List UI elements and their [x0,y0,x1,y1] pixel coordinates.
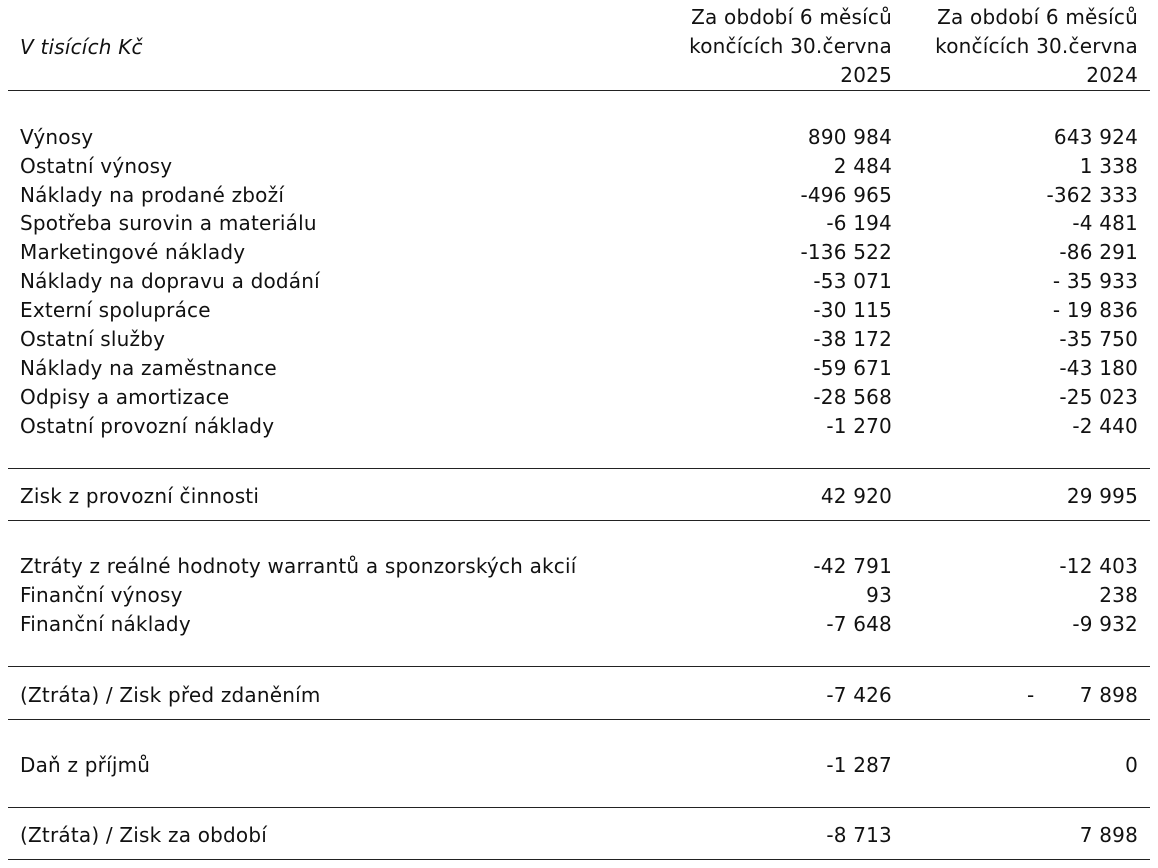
value-2025: -7 648 [826,612,892,636]
divider [8,90,1150,91]
value-2025: -59 671 [813,356,892,380]
value-2024: 238 [1099,583,1138,607]
row-label: Ostatní provozní náklady [20,414,275,438]
value-2024: 7 898 [1079,683,1138,707]
divider [8,468,1150,469]
column-header-line: Za období 6 měsíců [937,5,1138,29]
row-label: Náklady na dopravu a dodání [20,269,320,293]
value-2024: - 19 836 [1052,298,1138,322]
value-2024: -2 440 [1072,414,1138,438]
value-2024: -86 291 [1059,240,1138,264]
column-header-2025 [689,3,892,90]
row-label: Odpisy a amortizace [20,385,230,409]
value-2025: -7 426 [826,683,892,707]
table-row [0,412,1158,441]
table-row [0,552,1158,581]
column-header-year: 2024 [1086,63,1138,87]
value-2025: -53 071 [813,269,892,293]
table-row [0,123,1158,152]
value-2024: -12 403 [1059,554,1138,578]
table-row [0,181,1158,210]
row-label: Daň z příjmů [20,753,151,777]
value-2024: 0 [1125,753,1138,777]
value-2025: -30 115 [813,298,892,322]
row-label: (Ztráta) / Zisk před zdaněním [20,683,321,707]
table-row [0,296,1158,325]
value-2025: -496 965 [800,183,892,207]
value-2024-dash: - [1027,683,1035,707]
value-2025: -28 568 [813,385,892,409]
column-header-2024 [935,3,1138,90]
value-2024: -362 333 [1046,183,1138,207]
row-label: Ostatní výnosy [20,154,173,178]
value-2025: -42 791 [813,554,892,578]
column-header-line: končících 30.června [935,34,1138,58]
value-2024: -25 023 [1059,385,1138,409]
divider [8,666,1150,667]
column-header-line: Za období 6 měsíců [691,5,892,29]
divider [8,719,1150,720]
value-2024: -4 481 [1072,211,1138,235]
value-2024: 1 338 [1079,154,1138,178]
row-label: Náklady na zaměstnance [20,356,277,380]
value-2024: 643 924 [1053,125,1138,149]
row-label: Zisk z provozní činnosti [20,484,260,508]
divider [8,859,1150,860]
divider [8,520,1150,521]
table-row [0,354,1158,383]
row-label: Náklady na prodané zboží [20,183,285,207]
table-row [0,581,1158,610]
row-label: Finanční náklady [20,612,191,636]
table-row [0,238,1158,267]
value-2025: 2 484 [833,154,892,178]
unit-label: V tisících Kč [20,35,143,59]
value-2025: -1 287 [826,753,892,777]
value-2025: -6 194 [826,211,892,235]
table-row-subtotal [0,681,1158,710]
table-row [0,383,1158,412]
value-2025: -8 713 [826,823,892,847]
value-2024: - 35 933 [1052,269,1138,293]
table-row-total [0,821,1158,850]
row-label: Marketingové náklady [20,240,246,264]
divider [8,807,1150,808]
value-2024: -43 180 [1059,356,1138,380]
table-row [0,325,1158,354]
value-2025: 42 920 [820,484,892,508]
column-header-year: 2025 [840,63,892,87]
value-2025: 93 [866,583,892,607]
row-label: Výnosy [20,125,94,149]
column-header-line: končících 30.června [689,34,892,58]
value-2024: 29 995 [1066,484,1138,508]
value-2024: -35 750 [1059,327,1138,351]
table-row-subtotal [0,482,1158,511]
value-2025: -1 270 [826,414,892,438]
table-row [0,610,1158,639]
value-2025: -38 172 [813,327,892,351]
table-row [0,209,1158,238]
table-row [0,751,1158,780]
row-label: Spotřeba surovin a materiálu [20,211,317,235]
row-label: Ztráty z reálné hodnoty warrantů a sponzorských akcií [20,554,577,578]
value-2024: 7 898 [1079,823,1138,847]
value-2025: -136 522 [800,240,892,264]
row-label: Externí spolupráce [20,298,211,322]
row-label: Finanční výnosy [20,583,183,607]
value-2024: -9 932 [1072,612,1138,636]
row-label: Ostatní služby [20,327,166,351]
row-label: (Ztráta) / Zisk za období [20,823,268,847]
table-row [0,267,1158,296]
table-row [0,152,1158,181]
value-2025: 890 984 [807,125,892,149]
